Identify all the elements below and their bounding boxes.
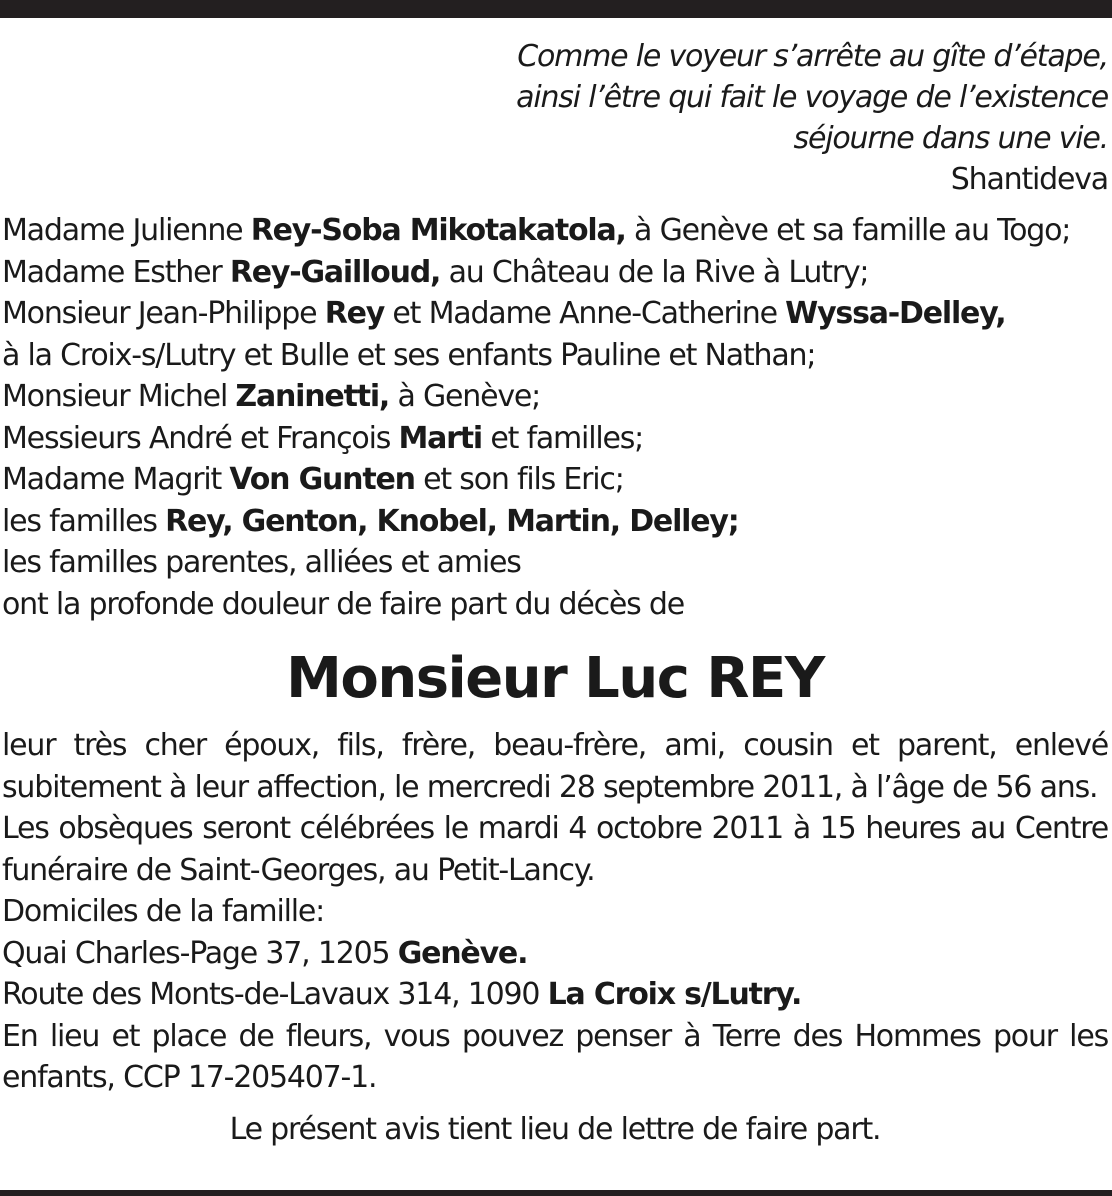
family-surname: Von Gunten	[229, 462, 415, 497]
address-city: La Croix s/Lutry.	[547, 977, 802, 1012]
family-surname: Wyssa-Delley,	[785, 296, 1006, 331]
family-line	[2, 418, 1108, 460]
family-line	[2, 335, 1108, 377]
top-border-rule	[0, 0, 1112, 18]
family-text: à Genève et sa famille au Togo;	[625, 213, 1071, 248]
family-text: et son fils Eric;	[414, 462, 624, 497]
bottom-border-rule	[0, 1190, 1112, 1196]
family-line	[2, 376, 1108, 418]
family-line	[2, 293, 1108, 335]
epigraph-line: séjourne dans une vie.	[793, 121, 1108, 156]
family-text: les familles parentes, alliées et amies	[2, 545, 521, 580]
family-text: à Genève;	[389, 379, 541, 414]
deceased-name: Monsieur Luc REY	[286, 646, 824, 711]
family-text: les familles	[2, 503, 166, 539]
obituary-notice	[2, 36, 1108, 1150]
family-surname: Zaninetti,	[235, 379, 390, 414]
family-list	[2, 210, 1108, 625]
epigraph-line: Comme le voyeur s’arrête au gîte d’étape,	[517, 39, 1108, 74]
family-text: ont la profonde douleur de faire part du décès de	[2, 586, 685, 622]
epigraph-author: Shantideva	[950, 162, 1108, 197]
notice-body	[2, 725, 1108, 1099]
relation-paragraph: leur très cher époux, fils, frère, beau-frère, ami, cousin et parent, enlevé subitement à leur affection, le mercredi 28 septembre 2011, à l’âge de 56 ans.	[2, 728, 1108, 805]
family-text: au Château de la Rive à Lutry;	[440, 254, 869, 290]
family-text: et familles;	[482, 420, 644, 456]
address-line	[2, 974, 1108, 1016]
family-surname: Rey	[324, 296, 385, 331]
address-text: Route des Monts-de-Lavaux 314, 1090	[2, 977, 548, 1012]
family-text: Madame Julienne	[2, 213, 251, 248]
funeral-paragraph: Les obsèques seront célébrées le mardi 4 octobre 2011 à 15 heures au Centre funéraire de Saint-Georges, au Petit-Lancy.	[2, 811, 1108, 888]
family-text: Monsieur Jean-Philippe	[2, 296, 325, 331]
family-text: Madame Magrit	[2, 462, 230, 497]
donation-paragraph: En lieu et place de fleurs, vous pouvez penser à Terre des Hommes pour les enfants, CCP 17-205407-1.	[2, 1018, 1108, 1095]
family-surname: Rey-Gailloud,	[229, 254, 441, 290]
family-line	[2, 210, 1108, 252]
epigraph-line: ainsi l’être qui fait le voyage de l’existence	[516, 80, 1108, 115]
family-text: et Madame Anne-Catherine	[384, 296, 786, 331]
epigraph	[2, 36, 1108, 200]
family-text: Madame Esther	[2, 254, 230, 290]
address-line	[2, 933, 1108, 975]
family-text: Monsieur Michel	[2, 379, 236, 414]
family-line	[2, 584, 1108, 626]
family-line	[2, 542, 1108, 584]
family-text: Messieurs André et François	[2, 420, 399, 456]
closing-note: Le présent avis tient lieu de lettre de faire part.	[229, 1111, 881, 1147]
family-surname: Rey, Genton, Knobel, Martin, Delley;	[165, 503, 739, 539]
family-line	[2, 501, 1108, 543]
address-city: Genève.	[397, 935, 528, 971]
family-line	[2, 252, 1108, 294]
family-surname: Rey-Soba Mikotakatola,	[250, 213, 626, 248]
family-line	[2, 459, 1108, 501]
family-text: à la Croix-s/Lutry et Bulle et ses enfants Pauline et Nathan;	[2, 337, 816, 373]
address-text: Quai Charles-Page 37, 1205	[2, 935, 398, 971]
domiciles-label: Domiciles de la famille:	[2, 894, 325, 929]
family-surname: Marti	[398, 420, 482, 456]
